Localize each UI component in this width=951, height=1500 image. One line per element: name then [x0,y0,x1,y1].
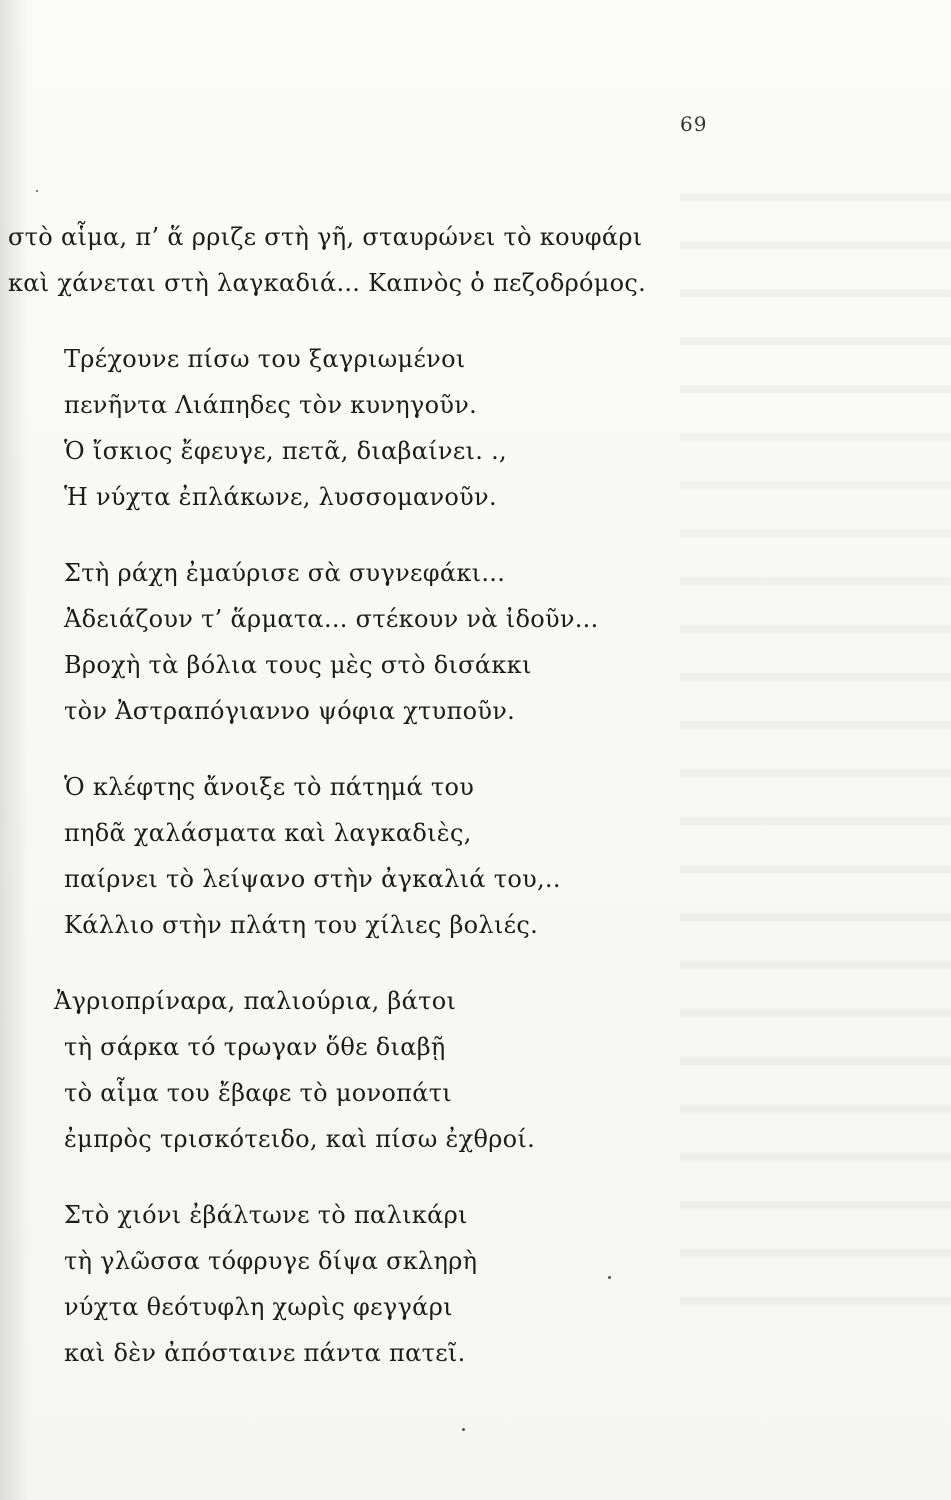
poem-text [0,214,700,1376]
page-number: 69 [680,112,708,136]
verse-line: Στὸ χιόνι ἐβάλτωνε τὸ παλικάρι [64,1201,468,1229]
stanza-4 [0,978,700,1162]
verse-line: Τρέχουνε πίσω του ξαγριωμένοι [64,345,466,373]
stanza-2 [0,550,700,734]
verse-line: πηδᾶ χαλάσματα καὶ λαγκαδιὲς, [64,819,472,847]
verse-line: Ἡ νύχτα ἐπλάκωνε, λυσσομανοῦν. [64,483,497,511]
ink-speck [462,1428,465,1431]
verse-line: πενῆντα Λιάπηδες τὸν κυνηγοῦν. [64,391,478,419]
verse-line: Ἀγριοπρίναρα, παλιούρια, βάτοι [54,987,457,1015]
verse-line: τὸ αἷμα του ἔβαφε τὸ μονοπάτι [64,1079,452,1107]
stanza-1 [0,336,700,520]
lead-line: καὶ χάνεται στὴ λαγκαδιά... Καπνὸς ὁ πεζοδρόμος. [8,269,647,297]
lead-line: στὸ αἷμα, π’ ἅ ρριζε στὴ γῆ, σταυρώνει τὸ κουφάρι [8,223,643,251]
show-through-text [680,170,951,1340]
verse-line: Ὁ κλέφτης ἄνοιξε τὸ πάτημά του [64,773,475,801]
ink-speck [36,190,38,192]
lead-lines [0,214,700,306]
verse-line: καὶ δὲν ἀπόσταινε πάντα πατεῖ. [64,1339,466,1367]
verse-line: νύχτα θεότυφλη χωρὶς φεγγάρι [64,1293,453,1321]
stanza-3 [0,764,700,948]
verse-line: ἐμπρὸς τρισκότειδο, καὶ πίσω ἐχθροί. [64,1125,536,1153]
stanza-5 [0,1192,700,1376]
verse-line: Βροχὴ τὰ βόλια τους μὲς στὸ δισάκκι [64,651,532,679]
verse-line: Ἀδειάζουν τ’ ἅρματα... στέκουν νὰ ἰδοῦν... [64,605,599,633]
verse-line: Κάλλιο στὴν πλάτη του χίλιες βολιές. [64,911,539,939]
ink-speck [608,1276,611,1279]
verse-line: τὴ γλῶσσα τόφρυγε δίψα σκληρὴ [64,1247,478,1275]
verse-line: τὸν Ἀστραπόγιαννο ψόφια χτυποῦν. [64,697,516,725]
verse-line: τὴ σάρκα τό τρωγαν ὅθε διαβῇ [64,1033,446,1061]
verse-line: Ὁ ἴσκιος ἔφευγε, πετᾶ, διαβαίνει. ., [64,437,507,465]
verse-line: Στὴ ράχη ἐμαύρισε σὰ συγνεφάκι... [64,559,506,587]
verse-line: παίρνει τὸ λείψανο στὴν ἀγκαλιά του,.. [64,865,561,893]
